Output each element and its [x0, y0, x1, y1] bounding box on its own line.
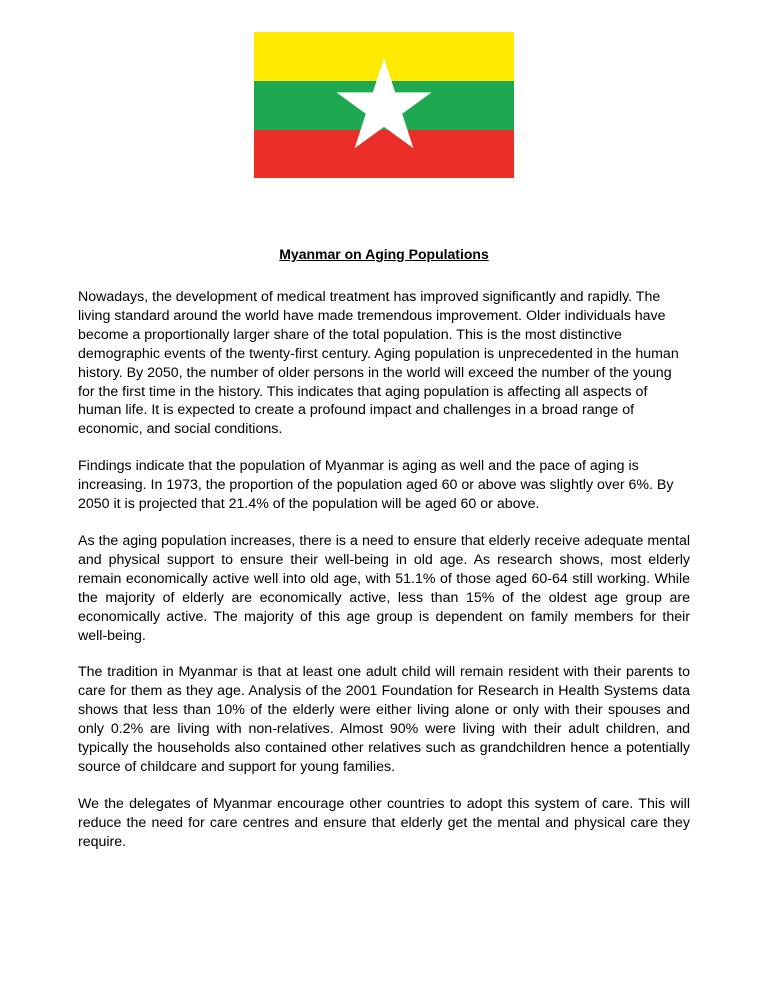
paragraph-support: As the aging population increases, there is a need to ensure that elderly receive adequate mental and physical support to ensure their well-being in old age. As research shows, most elderly remain economically active well into old age, with 51.1% of those aged 60-64 still working. While the majority of elderly are economically active, less than 15% of the oldest age group are economically active. The majority of this age group is dependent on family members for their well-being. — [78, 532, 690, 644]
paragraph-encourage: We the delegates of Myanmar encourage other countries to adopt this system of care. This will reduce the need for care centres and ensure that elderly get the mental and physical care they require. — [78, 795, 690, 850]
flag-stripe-red — [254, 130, 514, 178]
myanmar-flag-icon — [254, 32, 514, 178]
paragraph-findings: Findings indicate that the population of Myanmar is aging as well and the pace of aging is increasing. In 1973, the proportion of the population aged 60 or above was slightly over 6%. By 2050 it is projected that 21.4% of the population will be aged 60 or above. — [78, 458, 674, 513]
paragraph-intro: Nowadays, the development of medical treatment has improved significantly and rapidly. The living standard around the world have made tremendous improvement. Older individuals have become a proportionally larger share of the total population. This is the most distinctive demographic events of the twenty-first century. Aging population is unprecedented in the human history. By 2050, the number of older persons in the world will exceed the number of the young for the first time in the history. This indicates that aging population is affecting all aspects of human life. It is expected to create a profound impact and challenges in a broad range of economic, and social conditions. — [78, 289, 679, 438]
document-body — [78, 245, 690, 870]
flag-graphic — [254, 32, 514, 178]
page-title: Myanmar on Aging Populations — [279, 246, 489, 262]
paragraph-tradition: The tradition in Myanmar is that at least one adult child will remain resident with their parents to care for them as they age. Analysis of the 2001 Foundation for Research in Health Systems data shows that less than 10% of the elderly were either living alone or only with their spouses and only 0.2% are living with non-relatives. Almost 90% were living with their adult children, and typically the households also contained other relatives such as grandchildren hence a potentially source of childcare and support for young families. — [78, 664, 690, 775]
